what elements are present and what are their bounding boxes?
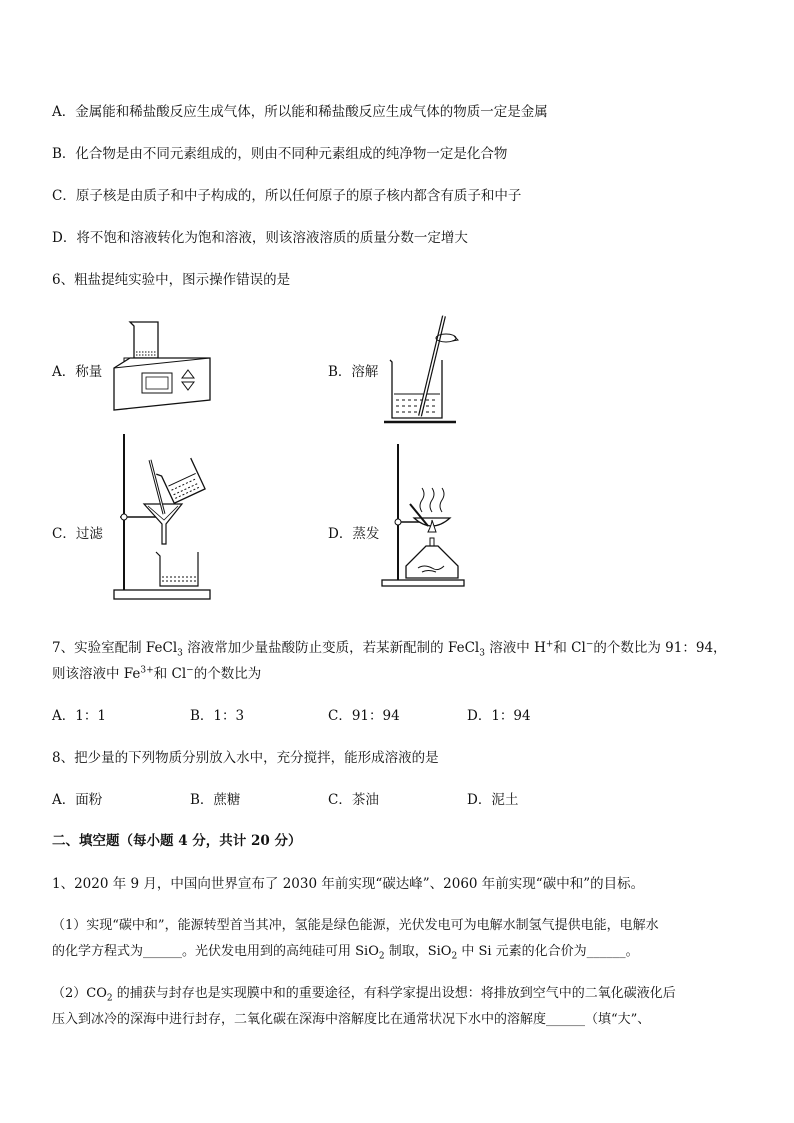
q6-stem: 6、粗盐提纯实验中，图示操作错误的是 bbox=[52, 272, 291, 288]
filtration-diagram bbox=[112, 432, 212, 604]
fill1-stem: 1、2020 年 9 月，中国向世界宣布了 2030 年前实现“碳达峰”、2060 年前实现“碳中和”的目标。 bbox=[52, 876, 645, 892]
section-title: 二、填空题（每小题 4 分，共计 20 分） bbox=[52, 833, 302, 849]
q6-option-b-label: B．溶解 bbox=[328, 364, 379, 380]
q5-option-b: B．化合物是由不同元素组成的，则由不同种元素组成的纯净物一定是化合物 bbox=[52, 146, 508, 162]
q7-option-c: C．91：94 bbox=[328, 708, 400, 724]
q5-option-c: C．原子核是由质子和中子构成的，所以任何原子的原子核内都含有质子和中子 bbox=[52, 188, 522, 204]
q8-stem: 8、把少量的下列物质分别放入水中，充分搅拌，能形成溶液的是 bbox=[52, 750, 439, 766]
q8-option-a: A．面粉 bbox=[52, 792, 103, 808]
q7-option-d: D．1：94 bbox=[467, 708, 531, 724]
fill1-part1-line2: 的化学方程式为______。光伏发电用到的高纯硅可用 SiO$_2$ 制取，SiO$_2$ 中 Si 元素的化合价为______。 bbox=[52, 944, 639, 962]
q7-stem-line1: 7、实验室配制 FeCl$_3$ 溶液常加少量盐酸防止变质，若某新配制的 FeCl$_3$ 溶液中 H+和 Cl−的个数比为 91：94， bbox=[52, 639, 727, 659]
fill1-part2-line1: $(2)CO_2$ 的捕获与封存也是实现膜中和的重要途径，有科学家提出设想：将排放到空气中的二氧化碳液化后 bbox=[52, 986, 676, 1004]
q7-stem-line2: 则该溶液中 $Fe^{3+}$和 Cl−的个数比为 bbox=[52, 665, 262, 682]
q5-option-a: A．金属能和稀盐酸反应生成气体，所以能和稀盐酸反应生成气体的物质一定是金属 bbox=[52, 104, 548, 120]
fill1-part2-line2: 压入到冰冷的深海中进行封存，二氧化碳在深海中溶解度比在通常状况下水中的溶解度______（填“大”、 bbox=[52, 1012, 651, 1027]
q6-option-c-label: C．过滤 bbox=[52, 526, 103, 542]
q6-option-d-label: D．蒸发 bbox=[328, 526, 380, 542]
fill1-part1-line1: （1）实现“碳中和”，能源转型首当其冲，氢能是绿色能源，光伏发电可为电解水制氢气提供电能，电解水 bbox=[52, 918, 659, 933]
q8-option-c: C．茶油 bbox=[328, 792, 379, 808]
q7-option-a: A．1：1 bbox=[52, 708, 106, 724]
q5-option-d: D．将不饱和溶液转化为饱和溶液，则该溶液溶质的质量分数一定增大 bbox=[52, 230, 468, 246]
q8-option-d: D．泥土 bbox=[467, 792, 519, 808]
evaporation-diagram bbox=[378, 442, 468, 590]
q8-option-b: B．蔗糖 bbox=[190, 792, 241, 808]
q6-option-a-label: A．称量 bbox=[52, 364, 103, 380]
balance-weighing-diagram bbox=[110, 318, 215, 413]
q7-option-b: B．1：3 bbox=[190, 708, 245, 724]
dissolving-beaker-diagram bbox=[380, 310, 460, 425]
